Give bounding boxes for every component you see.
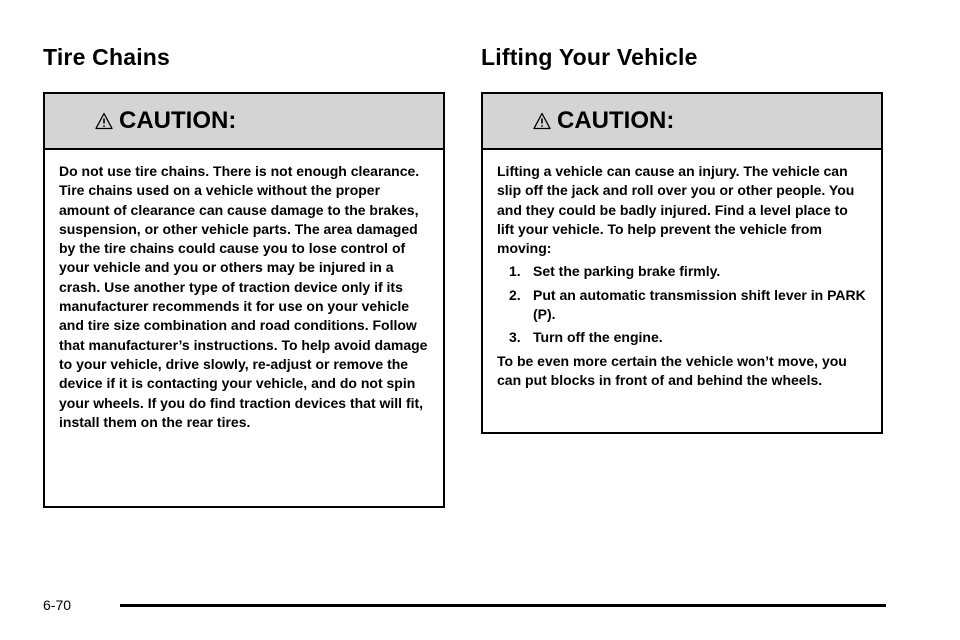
list-item	[509, 286, 867, 325]
step-number: 3.	[509, 329, 521, 346]
caution-label: CAUTION:	[119, 107, 237, 134]
page-number: 6-70	[43, 597, 72, 613]
caution-text: Do not use tire chains. There is not enough clearance. Tire chains used on a vehicle without the proper amount of clearance can cause damage to the brakes, suspension, or other vehicle parts. The area damaged by the tire chains could cause you to lose control of your vehicle and you or others may be injured in a crash. Use another type of traction device only if its manufacturer recommends it for use on your vehicle and tire size combination and road conditions. Follow that manufacturer’s instructions. To help avoid damage to your vehicle, drive slowly, re-adjust or remove the device if it is contacting your vehicle, and do not spin your wheels. If you do find traction devices that will fit, install them on the rear tires.	[59, 163, 428, 430]
caution-outro-text: To be even more certain the vehicle won’t move, you can put blocks in front of and behind the wheels.	[497, 352, 847, 388]
section-title-tire-chains: Tire Chains	[43, 44, 171, 70]
steps-list	[497, 262, 867, 347]
step-number: 2.	[509, 286, 521, 303]
step-text: Put an automatic transmission shift lever in PARK (P).	[533, 286, 866, 323]
caution-box-lifting-vehicle	[481, 92, 883, 434]
caution-body	[45, 150, 443, 432]
caution-header	[483, 94, 881, 150]
caution-intro-text: Lifting a vehicle can cause an injury. The vehicle can slip off the jack and roll over you or other people. You and they could be badly injured. Find a level place to lift your vehicle. To help prevent the vehicle from moving:	[497, 163, 855, 257]
list-item	[509, 328, 867, 347]
caution-label: CAUTION:	[557, 107, 675, 134]
step-text: Set the parking brake firmly.	[533, 263, 721, 280]
caution-body	[483, 150, 881, 390]
step-number: 1.	[509, 263, 521, 280]
list-item	[509, 262, 867, 281]
warning-triangle-icon	[95, 112, 113, 130]
caution-header	[45, 94, 443, 150]
footer-rule	[120, 604, 886, 607]
warning-triangle-icon	[533, 112, 551, 130]
step-text: Turn off the engine.	[533, 329, 663, 346]
section-title-lifting-vehicle: Lifting Your Vehicle	[481, 44, 698, 70]
caution-box-tire-chains	[43, 92, 445, 508]
